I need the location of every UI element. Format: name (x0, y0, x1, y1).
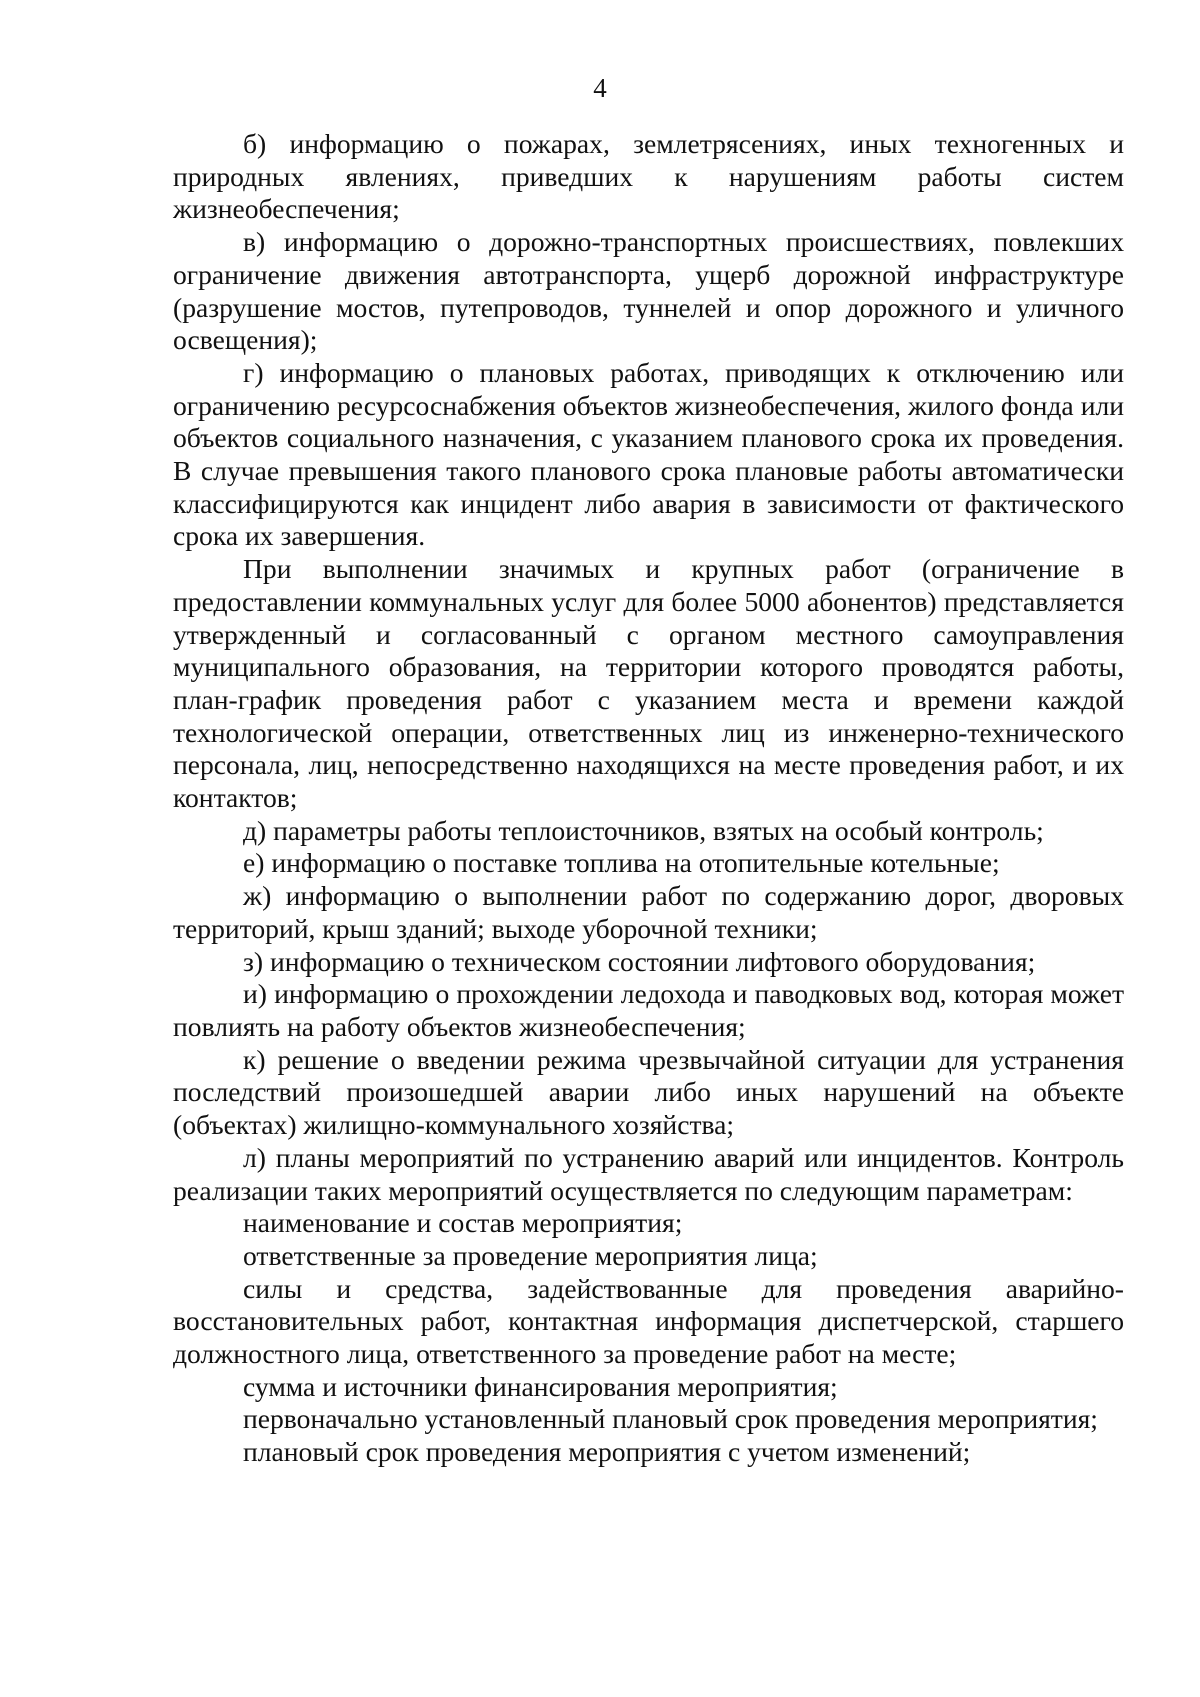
document-body (173, 128, 1124, 1469)
list-item-name-composition: наименование и состав мероприятия; (243, 1207, 683, 1239)
paragraph-i-ice-flood: и) информацию о прохождении ледохода и паводковых вод, которая может повлиять на работу объектов жизнеобеспечения; (173, 978, 1124, 1042)
paragraph-zh-road-maintenance: ж) информацию о выполнении работ по содержанию дорог, дворовых территорий, крыш зданий; выходе уборочной техники; (173, 880, 1124, 944)
paragraph-b-fires: б) информацию о пожарах, землетрясениях, иных техногенных и природных явлениях, приведших к нарушениям работы систем жизнеобеспечения; (173, 128, 1124, 225)
list-item-updated-deadline: плановый срок проведения мероприятия с учетом изменений; (243, 1436, 971, 1468)
page-number: 4 (593, 73, 607, 103)
paragraph-d-heat-sources: д) параметры работы теплоисточников, взятых на особый контроль; (243, 814, 1044, 846)
list-item-forces-means: силы и средства, задействованные для проведения аварийно-восстановительных работ, контактная информация диспетчерской, старшего должностного лица, ответственного за проведение работ на месте; (173, 1272, 1124, 1370)
paragraph-v-road-accidents: в) информацию о дорожно-транспортных происшествиях, повлекших ограничение движения автотранспорта, ущерб дорожной инфраструктуре (разрушение мостов, путепроводов, туннелей и опор дорожного и уличного освещения); (173, 226, 1124, 356)
paragraph-k-emergency-regime: к) решение о введении режима чрезвычайной ситуации для устранения последствий произошедшей аварии либо иных нарушений на объекте (объектах) жилищно-коммунального хозяйства; (173, 1043, 1124, 1141)
paragraph-z-elevators: з) информацию о техническом состоянии лифтового оборудования; (243, 945, 1036, 977)
paragraph-major-works: При выполнении значимых и крупных работ (ограничение в предоставлении коммунальных услуг для более 5000 абонентов) представляется утвержденный и согласованный с органом местного самоуправления муниципального образования, на территории которого проводятся работы, план-график проведения работ с указанием места и времени каждой технологической операции, ответственных лиц из инженерно-технического персонала, лиц, непосредственно находящихся на месте проведения работ, и их контактов; (173, 553, 1124, 814)
paragraph-e-fuel-supply: е) информацию о поставке топлива на отопительные котельные; (243, 847, 1000, 879)
paragraph-l-action-plans: л) планы мероприятий по устранению аварий или инцидентов. Контроль реализации таких мероприятий осуществляется по следующим параметрам: (173, 1141, 1124, 1206)
list-item-initial-deadline: первоначально установленный плановый срок проведения мероприятия; (243, 1403, 1098, 1435)
list-item-funding: сумма и источники финансирования мероприятия; (243, 1370, 838, 1402)
list-item-responsible-persons: ответственные за проведение мероприятия лица; (243, 1239, 818, 1271)
paragraph-g-planned-works: г) информацию о плановых работах, приводящих к отключению или ограничению ресурсоснабжения объектов жизнеобеспечения, жилого фонда или объектов социального назначения, с указанием планового срока их проведения. В случае превышения такого планового срока плановые работы автоматически классифицируются как инцидент либо авария в зависимости от фактического срока их завершения. (173, 356, 1124, 552)
